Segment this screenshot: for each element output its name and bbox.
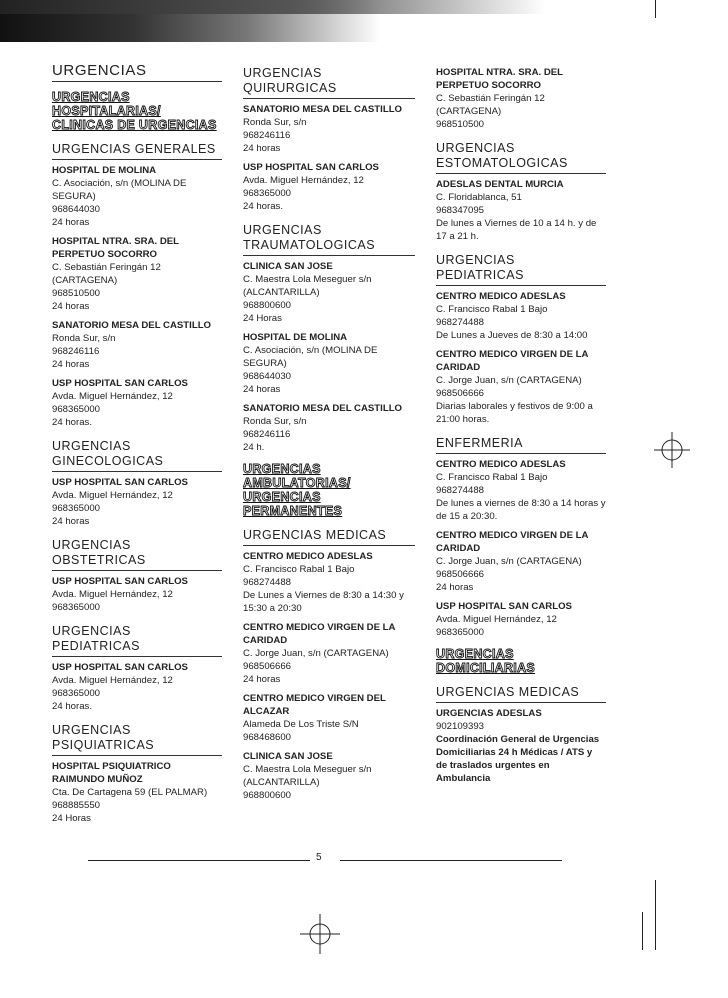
- section-header: [52, 90, 222, 132]
- listing-entry: [52, 319, 222, 371]
- listing-name: URGENCIAS ADESLAS: [436, 708, 542, 719]
- listing-name: HOSPITAL NTRA. SRA. DEL PERPETUO SOCORRO: [52, 236, 179, 260]
- listing-name: CLINICA SAN JOSE: [243, 261, 333, 272]
- listing-detail: 968510500: [52, 288, 101, 299]
- listing-detail: 968885550: [52, 800, 101, 811]
- listing-detail: 24 Horas: [52, 813, 91, 824]
- listing-detail: 968800600: [243, 790, 292, 801]
- listing-detail: C. Asociación, s/n (MOLINA DE SEGURA): [52, 178, 187, 202]
- listing-detail: 24 horas: [52, 301, 90, 312]
- section-title: URGENCIAS MEDICAS: [436, 685, 606, 703]
- col3-sections-b: [436, 685, 606, 785]
- listing-entry: [436, 600, 606, 639]
- listing-detail: 24 horas.: [52, 701, 93, 712]
- listing-detail: De lunes a viernes de 8:30 a 14 horas y de 15 a 20:30.: [436, 498, 606, 522]
- listing-detail: 968347095: [436, 205, 485, 216]
- listing-detail: Ronda Sur, s/n: [243, 117, 307, 128]
- listing-name: CENTRO MEDICO ADESLAS: [436, 459, 566, 470]
- listing-entry: [243, 103, 415, 155]
- listing-name: SANATORIO MESA DEL CASTILLO: [52, 320, 212, 331]
- listing-detail: 968644030: [243, 371, 292, 382]
- footer-rule: [88, 860, 310, 861]
- section-header-line: URGENCIAS: [436, 647, 514, 661]
- listing-detail: C. Sebastián Feringán 12 (CARTAGENA): [52, 262, 161, 286]
- section-title: URGENCIAS GINECOLOGICAS: [52, 439, 222, 472]
- listing-entry: [243, 260, 415, 325]
- listing-name: HOSPITAL PSIQUIATRICO RAIMUNDO MUÑOZ: [52, 761, 171, 785]
- listing-entry: [436, 66, 606, 131]
- crop-mark: [655, 0, 656, 18]
- col3-sections-a: [436, 66, 606, 639]
- registration-mark-icon: [654, 432, 690, 468]
- listing-name: CLINICA SAN JOSE: [243, 751, 333, 762]
- listing-detail: 24 horas.: [243, 201, 284, 212]
- listing-entry: [243, 161, 415, 213]
- listing-detail: 968246116: [243, 429, 291, 440]
- listing-detail: 968365000: [243, 188, 292, 199]
- listing-detail: 24 horas: [52, 217, 90, 228]
- listing-detail: 968246116: [52, 346, 100, 357]
- listing-detail: Cta. De Cartagena 59 (EL PALMAR): [52, 787, 208, 798]
- listing-name: USP HOSPITAL SAN CARLOS: [436, 601, 572, 612]
- listing-name: CENTRO MEDICO VIRGEN DEL ALCAZAR: [243, 693, 386, 717]
- listing-note: Coordinación General de Urgencias Domiciliarias 24 h Médicas / ATS y de traslados urgentes en Ambulancia: [436, 734, 600, 784]
- listing-detail: 24 h.: [243, 442, 265, 453]
- listing-detail: C. Asociación, s/n (MOLINA DE SEGURA): [243, 345, 378, 369]
- listing-detail: 968468600: [243, 732, 292, 743]
- listing-detail: 968365000: [52, 404, 101, 415]
- listing-detail: C. Francisco Rabal 1 Bajo: [436, 472, 548, 483]
- listing-entry: [243, 621, 415, 686]
- listing-name: USP HOSPITAL SAN CARLOS: [52, 576, 188, 587]
- listing-detail: Avda. Miguel Hernández, 12: [243, 175, 364, 186]
- section-header-line: AMBULATORIAS/: [243, 476, 351, 490]
- listing-detail: 968365000: [52, 503, 101, 514]
- listing-entry: [52, 164, 222, 229]
- listing-name: USP HOSPITAL SAN CARLOS: [52, 662, 188, 673]
- column-title: URGENCIAS: [52, 62, 222, 82]
- crop-mark: [655, 880, 656, 950]
- col2-sections-b: [243, 528, 415, 802]
- listing-entry: [243, 550, 415, 615]
- listing-detail: (ALCANTARILLA): [243, 287, 320, 298]
- section-header: [243, 462, 415, 518]
- listing-detail: Avda. Miguel Hernández, 12: [52, 490, 173, 501]
- crop-mark: [642, 912, 643, 950]
- listing-detail: 968365000: [436, 627, 485, 638]
- listing-detail: 24 horas: [52, 359, 90, 370]
- listing-detail: 968365000: [52, 602, 101, 613]
- listing-detail: C. Jorge Juan, s/n (CARTAGENA): [436, 375, 582, 386]
- listing-name: SANATORIO MESA DEL CASTILLO: [243, 104, 403, 115]
- listing-entry: [243, 692, 415, 744]
- section-header-line: URGENCIAS: [243, 462, 321, 476]
- listing-entry: [52, 575, 222, 614]
- section-header-line: URGENCIAS: [52, 90, 130, 104]
- listing-detail: 24 horas: [52, 516, 90, 527]
- section-title: URGENCIAS GENERALES: [52, 142, 222, 160]
- listing-entry: [52, 235, 222, 313]
- listing-name: HOSPITAL NTRA. SRA. DEL PERPETUO SOCORRO: [436, 67, 563, 91]
- listing-detail: C. Floridablanca, 51: [436, 192, 522, 203]
- section-title: URGENCIAS QUIRURGICAS: [243, 66, 415, 99]
- listing-detail: 968274488: [436, 317, 485, 328]
- listing-name: CENTRO MEDICO VIRGEN DE LA CARIDAD: [243, 622, 396, 646]
- listing-detail: 24 horas: [243, 674, 281, 685]
- listing-detail: 968800600: [243, 300, 292, 311]
- listing-entry: [52, 476, 222, 528]
- listing-entry: [243, 331, 415, 396]
- section-title: ENFERMERIA: [436, 436, 606, 454]
- section-header-line: DOMICILIARIAS: [436, 661, 536, 675]
- section-title: URGENCIAS OBSTETRICAS: [52, 538, 222, 571]
- listing-entry: [52, 760, 222, 825]
- column-3: [436, 66, 606, 791]
- listing-detail: Avda. Miguel Hernández, 12: [52, 675, 173, 686]
- listing-detail: Avda. Miguel Hernández, 12: [436, 614, 557, 625]
- column-2: [243, 66, 415, 808]
- listing-name: USP HOSPITAL SAN CARLOS: [52, 477, 188, 488]
- listing-entry: [436, 290, 606, 342]
- col1-sections: [52, 142, 222, 825]
- registration-mark-icon: [300, 914, 340, 954]
- listing-detail: De Lunes a Jueves de 8:30 a 14:00: [436, 330, 588, 341]
- listing-detail: 968365000: [52, 688, 101, 699]
- listing-detail: 968246116: [243, 130, 291, 141]
- listing-detail: C. Sebastián Feringán 12 (CARTAGENA): [436, 93, 545, 117]
- column-1: [52, 62, 222, 831]
- listing-detail: Avda. Miguel Hernández, 12: [52, 589, 173, 600]
- page-number: 5: [316, 852, 322, 863]
- listing-detail: 968644030: [52, 204, 101, 215]
- listing-detail: De lunes a Viernes de 10 a 14 h. y de 17 a 21 h.: [436, 218, 597, 242]
- listing-name: CENTRO MEDICO ADESLAS: [243, 551, 373, 562]
- listing-detail: 24 horas.: [52, 417, 93, 428]
- listing-name: USP HOSPITAL SAN CARLOS: [52, 378, 188, 389]
- listing-name: CENTRO MEDICO ADESLAS: [436, 291, 566, 302]
- listing-detail: 902109393: [436, 721, 485, 732]
- listing-entry: [52, 377, 222, 429]
- section-title: URGENCIAS MEDICAS: [243, 528, 415, 546]
- section-header-line: URGENCIAS PERMANENTES: [243, 490, 343, 518]
- listing-detail: 968510500: [436, 119, 485, 130]
- listing-entry: [436, 348, 606, 426]
- section-title: URGENCIAS ESTOMATOLOGICAS: [436, 141, 606, 174]
- listing-detail: Ronda Sur, s/n: [52, 333, 116, 344]
- listing-detail: C. Francisco Rabal 1 Bajo: [436, 304, 548, 315]
- section-title: URGENCIAS PEDIATRICAS: [52, 624, 222, 657]
- listing-detail: C. Jorge Juan, s/n (CARTAGENA): [243, 648, 389, 659]
- listing-detail: 24 horas: [243, 143, 281, 154]
- section-header-line: HOSPITALARIAS/: [52, 104, 161, 118]
- listing-detail: 968274488: [436, 485, 485, 496]
- listing-detail: 968506666: [436, 569, 485, 580]
- listing-detail: C. Jorge Juan, s/n (CARTAGENA): [436, 556, 582, 567]
- section-header: [436, 647, 606, 675]
- listing-detail: C. Maestra Lola Meseguer s/n: [243, 764, 372, 775]
- listing-detail: Alameda De Los Triste S/N: [243, 719, 359, 730]
- listing-entry: [436, 529, 606, 594]
- listing-entry: [436, 707, 606, 785]
- listing-detail: Avda. Miguel Hernández, 12: [52, 391, 173, 402]
- section-title: URGENCIAS TRAUMATOLOGICAS: [243, 223, 415, 256]
- listing-detail: De Lunes a Viernes de 8:30 a 14:30 y 15:30 a 20:30: [243, 590, 404, 614]
- header-decoration-strip: [0, 0, 728, 14]
- listing-entry: [243, 750, 415, 802]
- listing-detail: 24 horas: [243, 384, 281, 395]
- listing-name: HOSPITAL DE MOLINA: [52, 165, 157, 176]
- section-title: URGENCIAS PEDIATRICAS: [436, 253, 606, 286]
- listing-entry: [243, 402, 415, 454]
- listing-detail: C. Maestra Lola Meseguer s/n: [243, 274, 372, 285]
- listing-detail: 24 horas: [436, 582, 474, 593]
- section-header-line: CLINICAS DE URGENCIAS: [52, 118, 217, 132]
- listing-detail: C. Francisco Rabal 1 Bajo: [243, 564, 355, 575]
- listing-name: SANATORIO MESA DEL CASTILLO: [243, 403, 403, 414]
- col2-sections-a: [243, 66, 415, 454]
- listing-name: ADESLAS DENTAL MURCIA: [436, 179, 564, 190]
- listing-entry: [436, 178, 606, 243]
- listing-entry: [52, 661, 222, 713]
- listing-name: USP HOSPITAL SAN CARLOS: [243, 162, 379, 173]
- listing-detail: 968506666: [436, 388, 485, 399]
- listing-name: HOSPITAL DE MOLINA: [243, 332, 348, 343]
- listing-detail: Ronda Sur, s/n: [243, 416, 307, 427]
- listing-detail: (ALCANTARILLA): [243, 777, 320, 788]
- listing-entry: [436, 458, 606, 523]
- listing-detail: Diarias laborales y festivos de 9:00 a 21:00 horas.: [436, 401, 593, 425]
- section-title: URGENCIAS PSIQUIATRICAS: [52, 723, 222, 756]
- footer-rule: [340, 860, 562, 861]
- listing-detail: 968274488: [243, 577, 292, 588]
- listing-detail: 968506666: [243, 661, 292, 672]
- listing-name: CENTRO MEDICO VIRGEN DE LA CARIDAD: [436, 349, 589, 373]
- listing-name: CENTRO MEDICO VIRGEN DE LA CARIDAD: [436, 530, 589, 554]
- listing-detail: 24 Horas: [243, 313, 282, 324]
